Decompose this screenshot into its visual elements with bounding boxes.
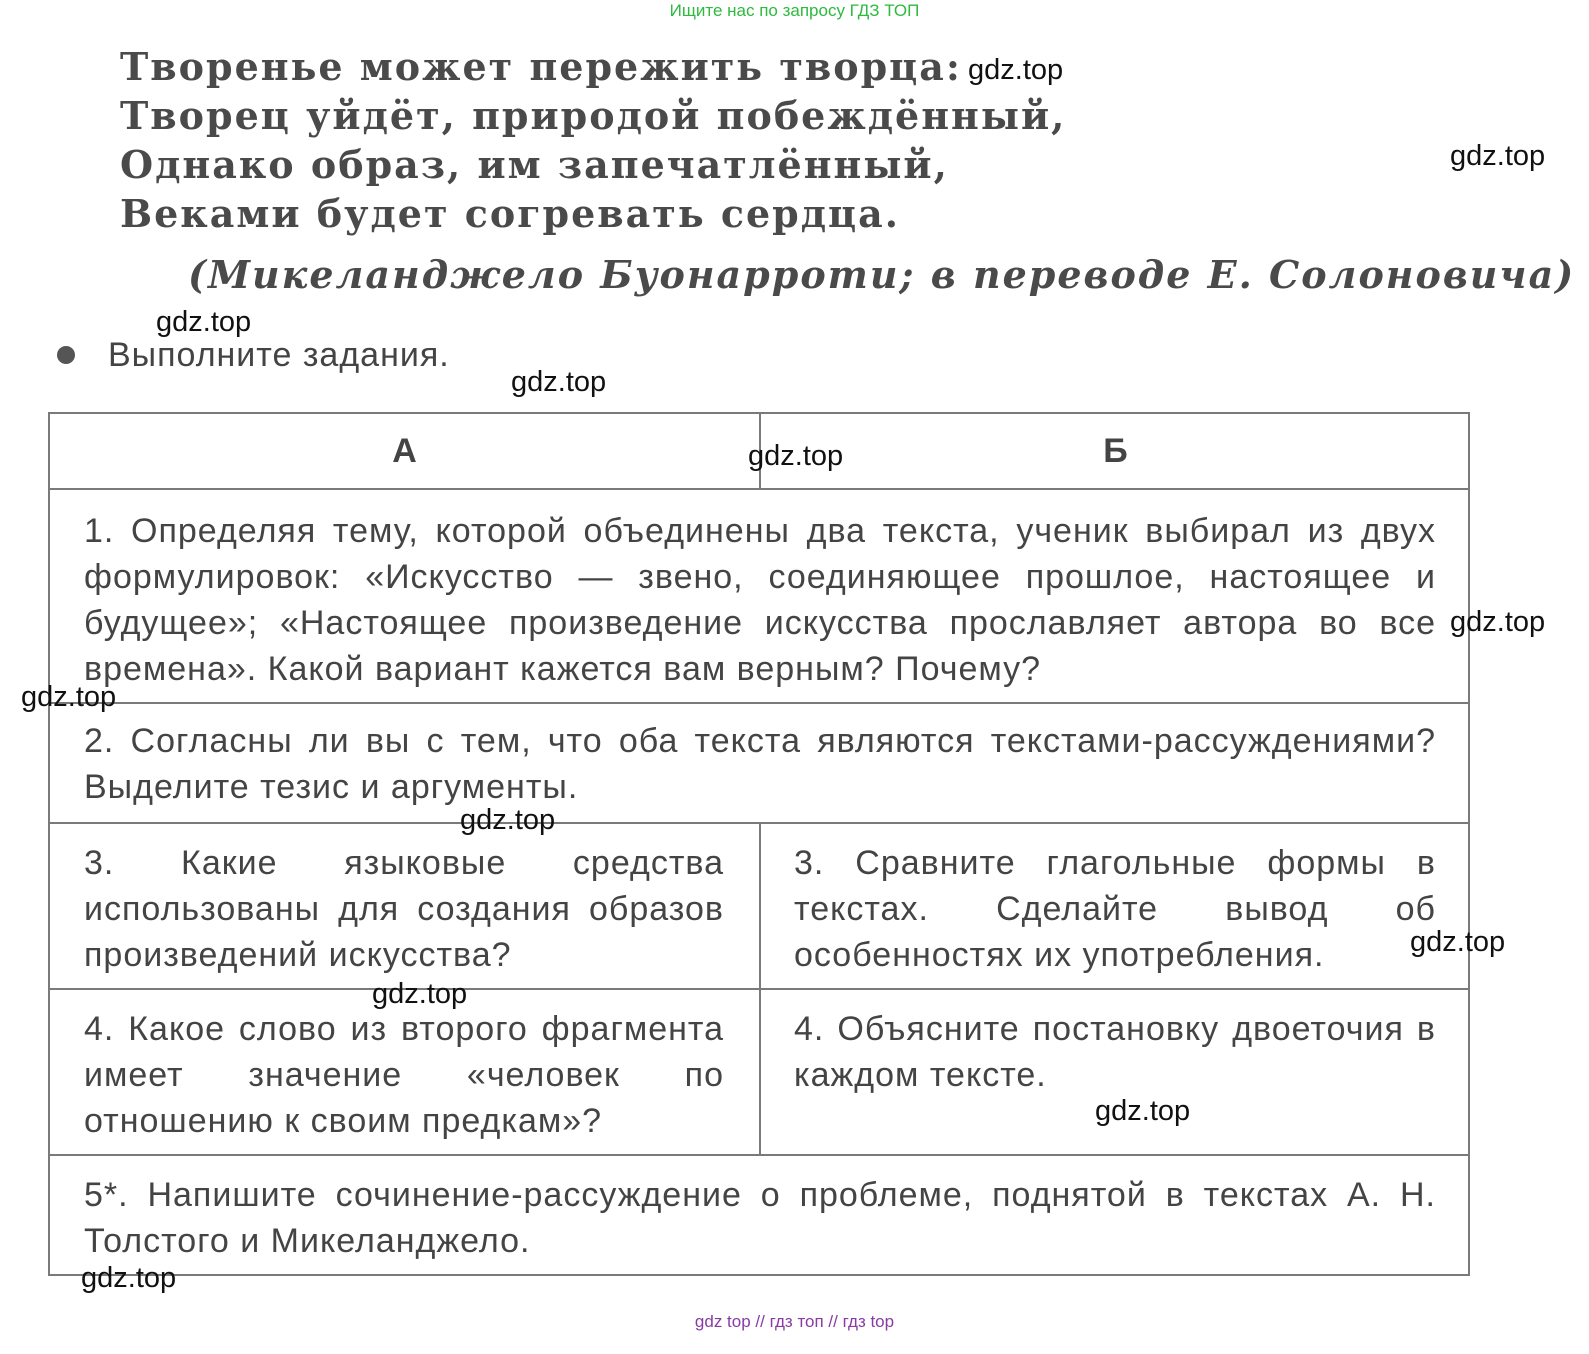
column-divider (759, 990, 761, 1154)
task-4b-text: 4. Объясните постановку двоеточия в каждом тексте. (794, 1010, 1436, 1094)
watermark: gdz.top (968, 54, 1064, 86)
task-row-5 (50, 1156, 1468, 1274)
task-5-text: 5*. Напишите сочинение-рассуждение о проблеме, поднятой в текстах А. Н. Толстого и Микеланджело. (84, 1176, 1436, 1260)
task-row-4 (50, 990, 1468, 1156)
watermark: gdz.top (21, 681, 117, 713)
task-4a-text: 4. Какое слово из второго фрагмента имеет значение «человек по отношению к своим предкам»? (84, 1010, 724, 1140)
poem (120, 42, 1066, 238)
task-table (48, 412, 1470, 1276)
task-row-3 (50, 824, 1468, 990)
task-row-2 (50, 704, 1468, 824)
watermark: gdz.top (460, 804, 556, 836)
top-banner: Ищите нас по запросу ГДЗ ТОП (669, 1, 920, 20)
poem-line-3: Однако образ, им запечатлённый, (120, 142, 949, 187)
poem-line-2: Творец уйдёт, природой побеждённый, (120, 93, 1067, 138)
watermark: gdz.top (511, 366, 607, 398)
poem-attribution: (Микеланджело Буонарроти; в переводе Е. Солоновича) (188, 252, 1576, 297)
poem-line-4: Веками будет согревать сердца. (120, 191, 900, 236)
column-divider (759, 824, 761, 988)
watermark: gdz.top (1410, 926, 1506, 958)
instruction-text: Выполните задания. (108, 336, 450, 374)
watermark: gdz.top (81, 1262, 177, 1294)
footer-text: gdz top // гдз топ // гдз top (694, 1312, 895, 1331)
task-3b-text: 3. Сравните глагольные формы в текстах. Сделайте вывод об особенностях их употребления. (794, 844, 1436, 974)
watermark: gdz.top (1450, 140, 1546, 172)
task-3a-text: 3. Какие языковые средства использованы для создания образов произведений искусства? (84, 844, 724, 974)
watermark: gdz.top (1450, 606, 1546, 638)
column-b-header: Б (1103, 432, 1128, 470)
bullet-icon (57, 346, 75, 364)
watermark: gdz.top (748, 440, 844, 472)
column-a-header: А (392, 432, 417, 470)
watermark: gdz.top (372, 978, 468, 1010)
poem-line-1: Творенье может пережить творца: (120, 44, 962, 89)
task-2-text: 2. Согласны ли вы с тем, что оба текста являются текстами-рассуждениями? Выделите тезис и аргументы. (84, 722, 1436, 806)
watermark: gdz.top (1095, 1095, 1191, 1127)
task-row-1 (50, 490, 1468, 704)
watermark: gdz.top (156, 306, 252, 338)
task-1-text: 1. Определяя тему, которой объединены два текста, ученик выбирал из двух формулировок: «Искусство — звено, соединяющее прошлое, настоящее и будущее»; «Настоящее произведение искусства прославляет автора во все времена». Какой вариант кажется вам верным? Почему? (84, 512, 1436, 688)
